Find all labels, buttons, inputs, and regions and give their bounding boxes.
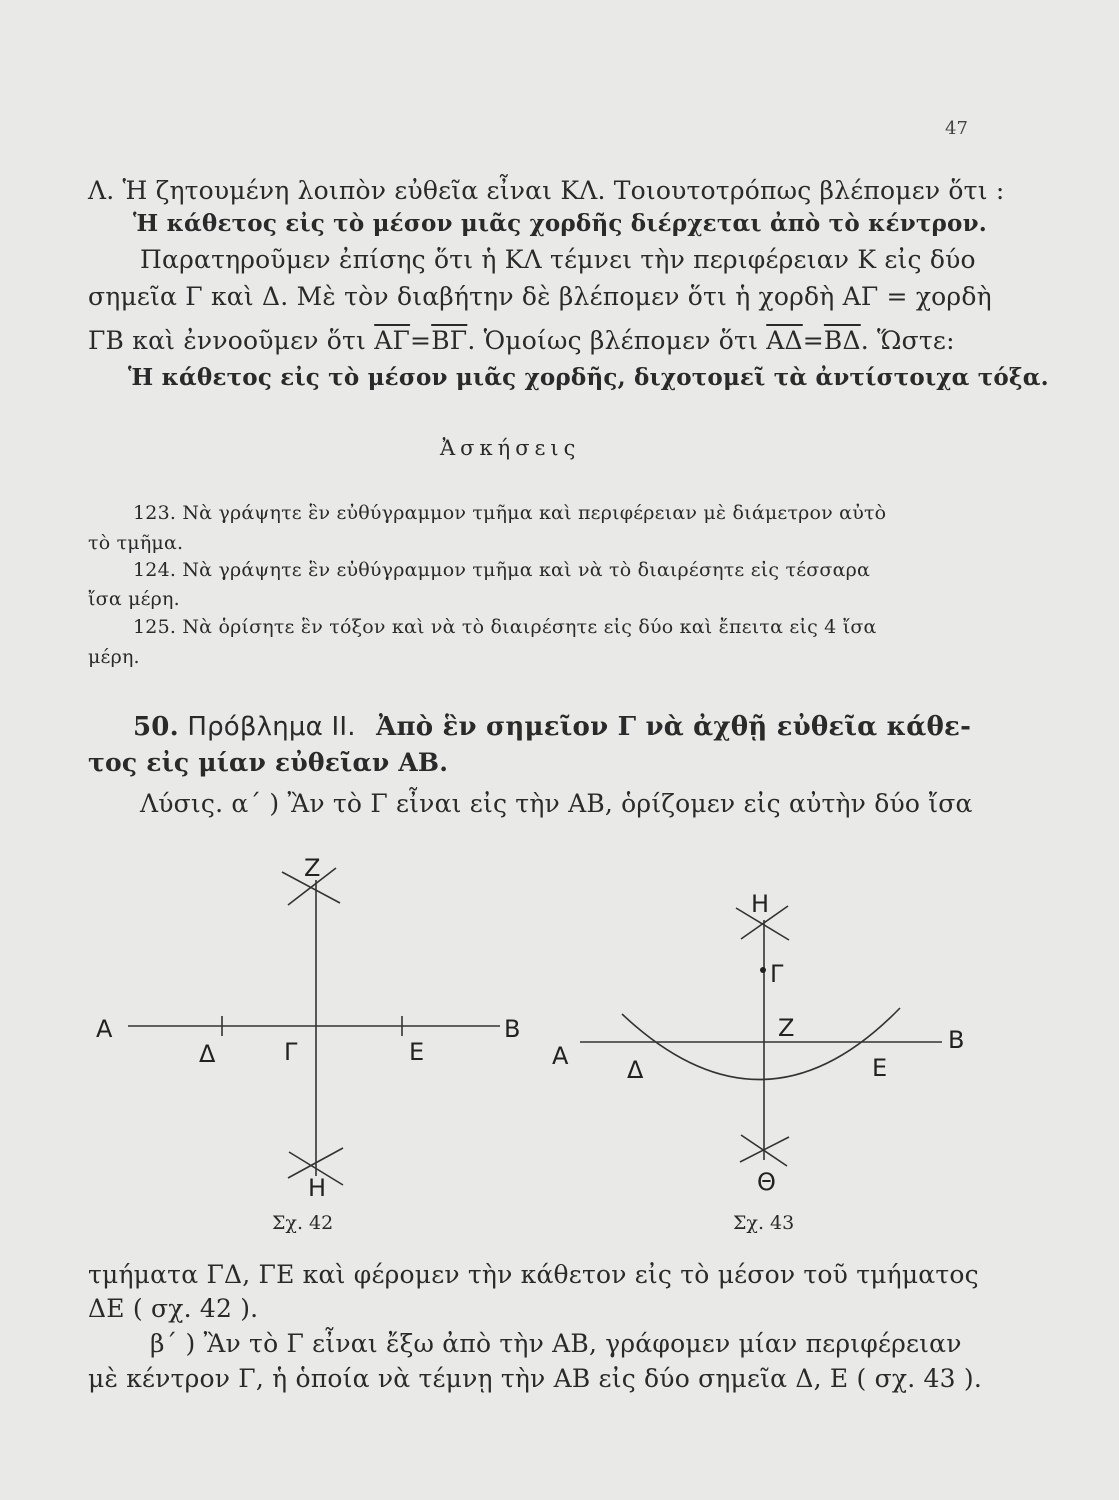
theorem-statement: Ἡ κάθετος εἰς τὸ μέσον μιᾶς χορδῆς, διχοτομεῖ τὰ ἀντίστοιχα τόξα.: [128, 364, 1049, 391]
text-line: ΔΕ ( σχ. 42 ).: [88, 1294, 259, 1323]
arc-label: $\overline{B\Gamma}$: [431, 326, 468, 355]
equals-sign: =: [410, 326, 432, 355]
label-H: H: [308, 1174, 327, 1202]
exercise-123: 123. Νὰ γράψητε ἓν εὐθύγραμμον τμῆμα καὶ περιφέρειαν μὲ διάμετρον αὐτὸ: [133, 502, 887, 524]
figure-42-labels: [96, 854, 520, 1202]
exercises-heading: Ἀσκήσεις: [440, 436, 581, 460]
problem-statement: Ἀπὸ ἓν σημεῖον Γ νὰ ἀχθῇ εὐθεῖα κάθε-: [376, 712, 972, 742]
label-H: H: [751, 890, 770, 918]
text-line: Λ. Ἡ ζητουμένη λοιπὸν εὐθεῖα εἶναι ΚΛ. Τοιουτοτρόπως βλέπομεν ὅτι :: [88, 176, 1005, 205]
figure-42: [128, 868, 500, 1185]
text-line: σημεῖα Γ καὶ Δ. Μὲ τὸν διαβήτην δὲ βλέπομεν ὅτι ἡ χορδὴ ΑΓ = χορδὴ: [88, 282, 992, 311]
figure-42-caption: Σχ. 42: [272, 1212, 334, 1234]
text-fragment: . Ὁμοίως βλέπομεν ὅτι: [467, 326, 767, 355]
text-line: Παρατηροῦμεν ἐπίσης ὅτι ἡ ΚΛ τέμνει τὴν περιφέρειαν Κ εἰς δύο: [140, 245, 976, 274]
label-E: E: [409, 1038, 425, 1066]
circle-arc: [622, 1008, 900, 1080]
page-number: 47: [945, 118, 968, 139]
label-A: A: [552, 1042, 569, 1070]
label-D: Δ: [199, 1040, 216, 1068]
text-fragment: ΓΒ καὶ ἐννοοῦμεν ὅτι: [88, 326, 375, 355]
figure-43-caption: Σχ. 43: [733, 1212, 795, 1234]
problem-number: 50.: [133, 712, 179, 742]
label-B: B: [948, 1026, 965, 1054]
exercise-124-cont: ἴσα μέρη.: [88, 588, 180, 610]
arc-label: $\overline{B\Delta}$: [823, 326, 861, 355]
exercise-125-cont: μέρη.: [88, 646, 140, 668]
problem-statement-cont: τος εἰς μίαν εὐθεῖαν ΑΒ.: [88, 748, 449, 777]
exercise-125: 125. Νὰ ὁρίσητε ἓν τόξον καὶ νὰ τὸ διαιρέσητε εἰς δύο καὶ ἔπειτα εἰς 4 ἴσα: [133, 616, 877, 638]
label-G: Γ: [284, 1038, 298, 1066]
label-Z: Z: [304, 854, 321, 882]
label-E: E: [872, 1054, 888, 1082]
text-line: τμήματα ΓΔ, ΓΕ καὶ φέρομεν τὴν κάθετον εἰς τὸ μέσον τοῦ τμήματος: [88, 1260, 979, 1289]
label-B: B: [504, 1015, 521, 1043]
label-G: Γ: [770, 960, 784, 988]
text-line: β΄ ) Ἂν τὸ Γ εἶναι ἔξω ἀπὸ τὴν ΑΒ, γράφομεν μίαν περιφέρειαν: [150, 1329, 962, 1358]
solution-line: Λύσις. α΄ ) Ἂν τὸ Γ εἶναι εἰς τὴν ΑΒ, ὁρίζομεν εἰς αὐτὴν δύο ἴσα: [140, 789, 973, 818]
exercise-124: 124. Νὰ γράψητε ἓν εὐθύγραμμον τμῆμα καὶ νὰ τὸ διαιρέσητε εἰς τέσσαρα: [133, 559, 871, 581]
text-line: μὲ κέντρον Γ, ἡ ὁποία νὰ τέμνῃ τὴν ΑΒ εἰς δύο σημεῖα Δ, Ε ( σχ. 43 ).: [88, 1364, 982, 1393]
label-D: Δ: [627, 1056, 644, 1084]
point-G: [760, 967, 766, 973]
figure-43: [580, 906, 942, 1166]
figure-43-labels: [552, 890, 964, 1196]
label-TH: Θ: [757, 1168, 776, 1196]
theorem-statement: Ἡ κάθετος εἰς τὸ μέσον μιᾶς χορδῆς διέρχεται ἀπὸ τὸ κέντρον.: [133, 210, 987, 237]
label-A: A: [96, 1015, 113, 1043]
label-Z: Z: [778, 1014, 795, 1042]
problem-label: Πρόβλημα ΙΙ.: [187, 712, 356, 742]
exercise-123-cont: τὸ τμῆμα.: [88, 532, 184, 554]
arc-label: $\overline{A\Delta}$: [766, 326, 803, 355]
equals-sign: =: [802, 326, 824, 355]
text-fragment: . Ὥστε:: [860, 326, 955, 355]
arc-label: $\overline{A\Gamma}$: [374, 326, 411, 355]
